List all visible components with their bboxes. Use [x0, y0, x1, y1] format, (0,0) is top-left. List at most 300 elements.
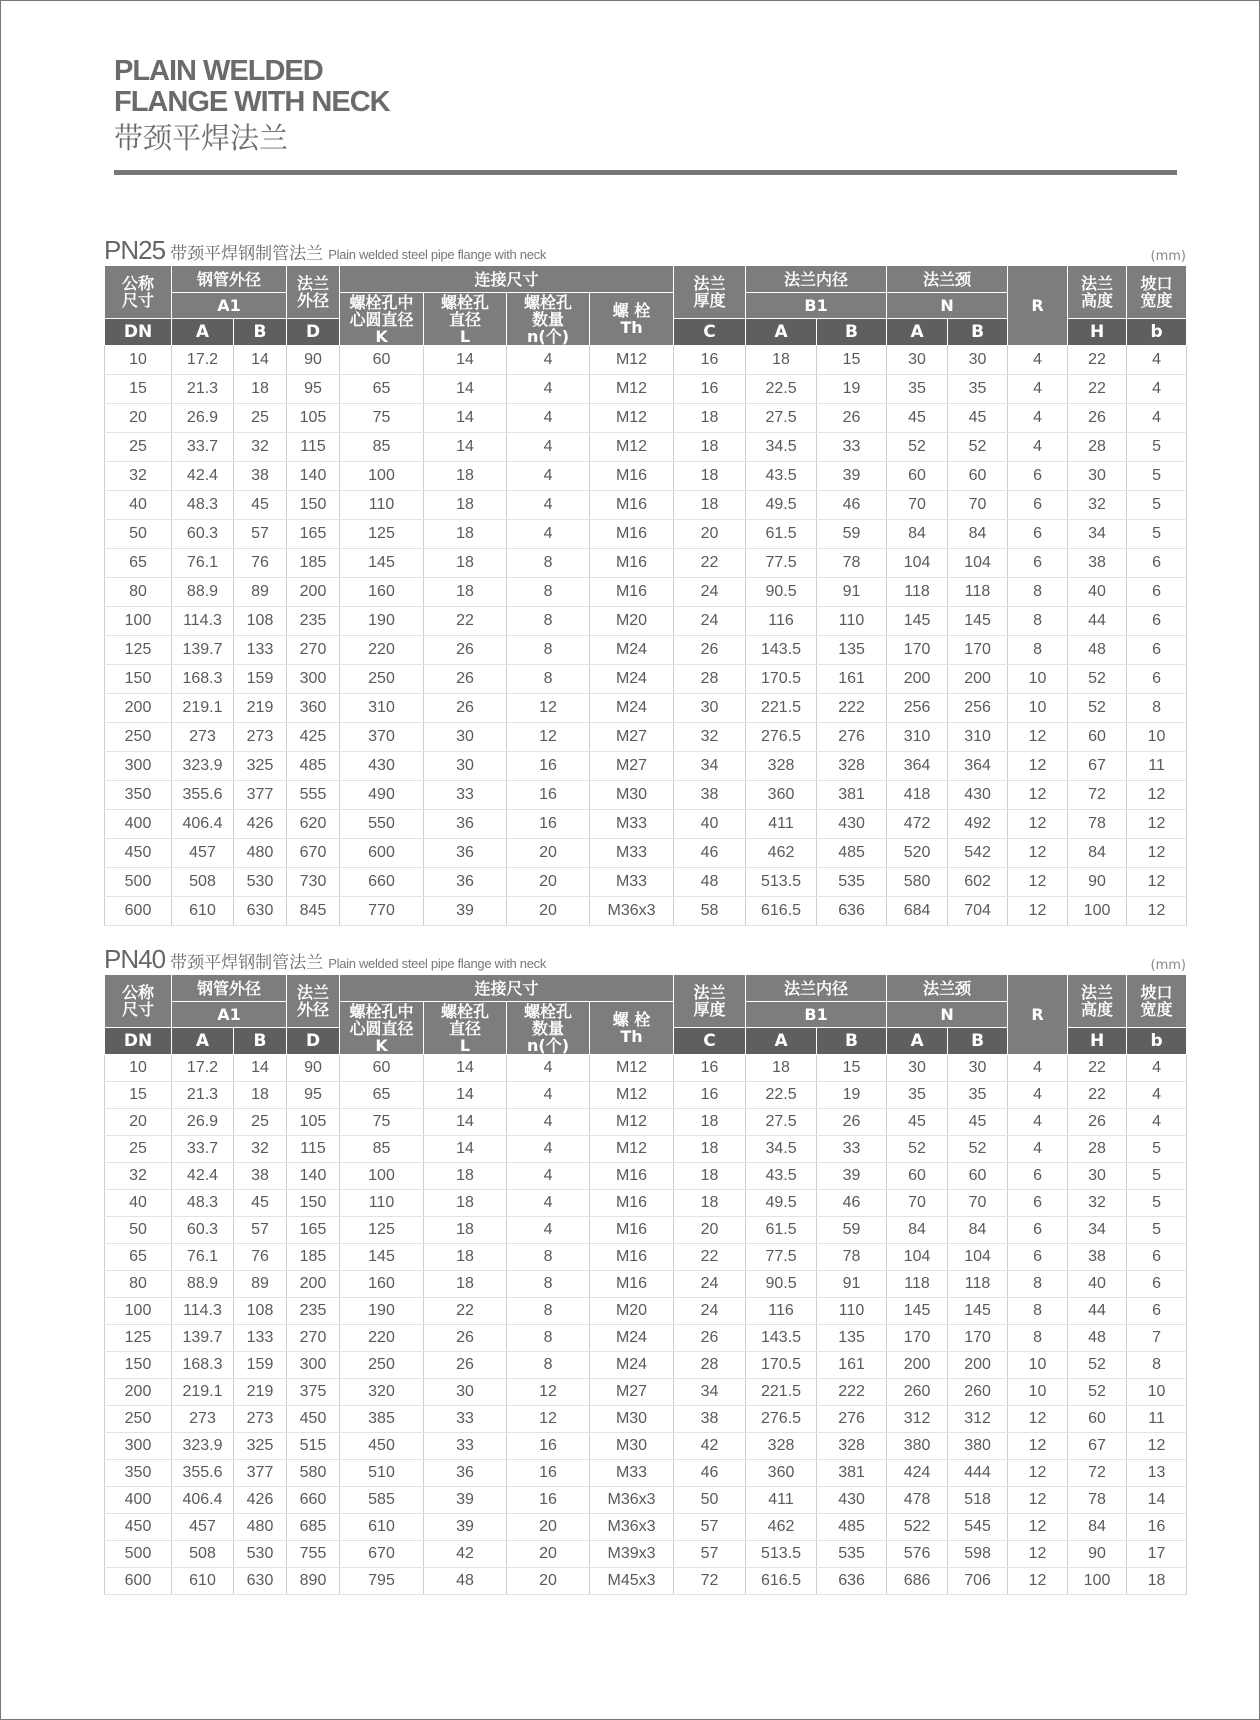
cell-th: M39x3 [590, 1541, 674, 1568]
cell-a1-b: 219 [234, 1379, 287, 1406]
cell-k: 430 [340, 752, 424, 781]
cell-a1-b: 480 [234, 1514, 287, 1541]
cell-k: 85 [340, 433, 424, 462]
cell-th: M12 [590, 433, 674, 462]
cell-l: 30 [424, 752, 507, 781]
cell-dn: 250 [105, 1406, 172, 1433]
cell-c: 22 [674, 549, 746, 578]
table-row [105, 839, 1187, 868]
cell-d: 845 [287, 897, 340, 926]
cell-b: 12 [1127, 1433, 1187, 1460]
cell-k: 220 [340, 636, 424, 665]
cell-a1-b: 480 [234, 839, 287, 868]
cell-r: 12 [1008, 1514, 1068, 1541]
th-key-a1-b: B [234, 319, 287, 346]
cell-a1-a: 323.9 [172, 752, 234, 781]
cell-n: 8 [507, 607, 590, 636]
cell-r: 8 [1008, 636, 1068, 665]
cell-b: 6 [1127, 607, 1187, 636]
cell-b1-b: 135 [817, 1325, 887, 1352]
table-row [105, 346, 1187, 375]
cell-l: 33 [424, 781, 507, 810]
cell-h: 30 [1068, 1163, 1127, 1190]
th-neck-code: N [887, 293, 1008, 319]
cell-k: 190 [340, 607, 424, 636]
cell-l: 14 [424, 1055, 507, 1082]
th-flange-od: 法兰 外径 [287, 975, 340, 1028]
cell-k: 670 [340, 1541, 424, 1568]
cell-k: 100 [340, 462, 424, 491]
cell-r: 12 [1008, 752, 1068, 781]
table-row [105, 549, 1187, 578]
cell-dn: 20 [105, 1109, 172, 1136]
cell-dn: 25 [105, 1136, 172, 1163]
cell-c: 26 [674, 1325, 746, 1352]
cell-a1-a: 457 [172, 839, 234, 868]
cell-n-a: 522 [887, 1514, 948, 1541]
table-row [105, 1487, 1187, 1514]
cell-th: M12 [590, 1136, 674, 1163]
cell-h: 40 [1068, 578, 1127, 607]
cell-h: 67 [1068, 1433, 1127, 1460]
cell-l: 14 [424, 404, 507, 433]
cell-a1-a: 26.9 [172, 404, 234, 433]
cell-dn: 300 [105, 752, 172, 781]
cell-r: 8 [1008, 578, 1068, 607]
cell-a1-a: 60.3 [172, 1217, 234, 1244]
cell-b: 12 [1127, 868, 1187, 897]
th-connection: 连接尺寸 [340, 975, 674, 1002]
cell-b: 5 [1127, 1136, 1187, 1163]
table-row [105, 607, 1187, 636]
cell-d: 165 [287, 1217, 340, 1244]
cell-a1-a: 273 [172, 1406, 234, 1433]
cell-b1-b: 78 [817, 1244, 887, 1271]
cell-k: 100 [340, 1163, 424, 1190]
cell-d: 685 [287, 1514, 340, 1541]
cell-h: 22 [1068, 346, 1127, 375]
cell-b1-b: 381 [817, 781, 887, 810]
th-key-dn: DN [105, 1028, 172, 1055]
cell-th: M12 [590, 1055, 674, 1082]
cell-b: 4 [1127, 1055, 1187, 1082]
table-row [105, 404, 1187, 433]
cell-a1-b: 325 [234, 752, 287, 781]
cell-n: 12 [507, 1406, 590, 1433]
cell-b1-b: 276 [817, 723, 887, 752]
th-bolt-circle: 螺栓孔中 心圆直径 K [340, 293, 424, 346]
cell-d: 235 [287, 1298, 340, 1325]
cell-dn: 10 [105, 346, 172, 375]
cell-n: 20 [507, 1541, 590, 1568]
cell-l: 18 [424, 1190, 507, 1217]
cell-a1-a: 323.9 [172, 1433, 234, 1460]
cell-r: 6 [1008, 1163, 1068, 1190]
cell-n-b: 430 [948, 781, 1008, 810]
cell-th: M30 [590, 1406, 674, 1433]
cell-h: 22 [1068, 1082, 1127, 1109]
cell-a1-b: 630 [234, 897, 287, 926]
cell-a1-b: 14 [234, 1055, 287, 1082]
cell-a1-b: 89 [234, 1271, 287, 1298]
cell-n-a: 364 [887, 752, 948, 781]
cell-b1-b: 59 [817, 1217, 887, 1244]
table-row [105, 1082, 1187, 1109]
cell-b: 4 [1127, 1082, 1187, 1109]
cell-b1-b: 39 [817, 1163, 887, 1190]
cell-d: 730 [287, 868, 340, 897]
cell-k: 125 [340, 520, 424, 549]
cell-n-a: 684 [887, 897, 948, 926]
cell-c: 34 [674, 752, 746, 781]
cell-n-a: 45 [887, 1109, 948, 1136]
cell-c: 16 [674, 1055, 746, 1082]
cell-dn: 125 [105, 636, 172, 665]
th-key-a1-a: A [172, 1028, 234, 1055]
cell-l: 14 [424, 1136, 507, 1163]
table-body [105, 1055, 1187, 1595]
cell-n-b: 492 [948, 810, 1008, 839]
cell-h: 34 [1068, 520, 1127, 549]
cell-b1-a: 34.5 [746, 433, 817, 462]
cell-r: 8 [1008, 1298, 1068, 1325]
cell-a1-b: 32 [234, 433, 287, 462]
cell-d: 140 [287, 462, 340, 491]
cell-th: M33 [590, 839, 674, 868]
cell-d: 555 [287, 781, 340, 810]
cell-n: 4 [507, 1190, 590, 1217]
cell-n: 4 [507, 1163, 590, 1190]
cell-l: 26 [424, 694, 507, 723]
cell-d: 90 [287, 346, 340, 375]
cell-d: 185 [287, 549, 340, 578]
table-row [105, 694, 1187, 723]
section-title-cn: 带颈平焊钢制管法兰 [170, 953, 324, 973]
cell-dn: 450 [105, 839, 172, 868]
cell-d: 755 [287, 1541, 340, 1568]
cell-d: 580 [287, 1460, 340, 1487]
cell-th: M12 [590, 404, 674, 433]
cell-n: 4 [507, 1082, 590, 1109]
cell-r: 12 [1008, 868, 1068, 897]
cell-r: 8 [1008, 1325, 1068, 1352]
cell-d: 670 [287, 839, 340, 868]
cell-n: 4 [507, 1055, 590, 1082]
cell-d: 360 [287, 694, 340, 723]
cell-d: 90 [287, 1055, 340, 1082]
table-row [105, 868, 1187, 897]
th-pipe-od: 钢管外径 [172, 975, 287, 1002]
cell-c: 18 [674, 1136, 746, 1163]
cell-n-b: 260 [948, 1379, 1008, 1406]
cell-d: 300 [287, 1352, 340, 1379]
cell-th: M16 [590, 578, 674, 607]
cell-b1-a: 221.5 [746, 694, 817, 723]
cell-b: 5 [1127, 520, 1187, 549]
cell-n-b: 60 [948, 462, 1008, 491]
pn40-section [104, 944, 1186, 1595]
cell-dn: 400 [105, 810, 172, 839]
cell-a1-a: 42.4 [172, 462, 234, 491]
cell-l: 18 [424, 1163, 507, 1190]
cell-l: 14 [424, 375, 507, 404]
cell-th: M16 [590, 549, 674, 578]
cell-dn: 600 [105, 897, 172, 926]
cell-n-b: 60 [948, 1163, 1008, 1190]
cell-b1-b: 110 [817, 607, 887, 636]
cell-n: 20 [507, 839, 590, 868]
cell-r: 12 [1008, 1487, 1068, 1514]
cell-d: 105 [287, 404, 340, 433]
table-body [105, 346, 1187, 926]
cell-b1-b: 91 [817, 578, 887, 607]
pn25-section [104, 235, 1186, 926]
cell-c: 20 [674, 520, 746, 549]
cell-a1-b: 45 [234, 491, 287, 520]
cell-b1-a: 43.5 [746, 1163, 817, 1190]
table-row [105, 1352, 1187, 1379]
cell-l: 48 [424, 1568, 507, 1595]
table-row [105, 1298, 1187, 1325]
cell-b1-a: 513.5 [746, 1541, 817, 1568]
cell-b1-b: 328 [817, 1433, 887, 1460]
cell-n-b: 104 [948, 549, 1008, 578]
cell-r: 4 [1008, 375, 1068, 404]
th-thickness: 法兰 厚度 [674, 975, 746, 1028]
table-row [105, 1271, 1187, 1298]
cell-n: 16 [507, 752, 590, 781]
cell-c: 18 [674, 1109, 746, 1136]
th-inner-dia-code: B1 [746, 293, 887, 319]
cell-a1-b: 159 [234, 1352, 287, 1379]
cell-b: 8 [1127, 1352, 1187, 1379]
th-key-h: H [1068, 1028, 1127, 1055]
cell-c: 18 [674, 462, 746, 491]
cell-n: 16 [507, 1460, 590, 1487]
cell-th: M30 [590, 781, 674, 810]
cell-a1-b: 219 [234, 694, 287, 723]
cell-b1-b: 381 [817, 1460, 887, 1487]
cell-b1-b: 135 [817, 636, 887, 665]
table-row [105, 433, 1187, 462]
cell-b1-a: 411 [746, 1487, 817, 1514]
cell-l: 18 [424, 491, 507, 520]
unit-label: (mm) [1150, 958, 1186, 973]
th-key-d: D [287, 1028, 340, 1055]
cell-b1-b: 535 [817, 1541, 887, 1568]
cell-b1-a: 61.5 [746, 1217, 817, 1244]
cell-n-b: 145 [948, 1298, 1008, 1325]
cell-d: 200 [287, 1271, 340, 1298]
th-pipe-od-code: A1 [172, 1002, 287, 1028]
cell-k: 160 [340, 578, 424, 607]
cell-dn: 10 [105, 1055, 172, 1082]
cell-n: 8 [507, 636, 590, 665]
cell-n-b: 602 [948, 868, 1008, 897]
spec-table [104, 265, 1187, 926]
table-row [105, 1379, 1187, 1406]
cell-d: 185 [287, 1244, 340, 1271]
cell-h: 38 [1068, 549, 1127, 578]
cell-h: 84 [1068, 839, 1127, 868]
cell-a1-b: 45 [234, 1190, 287, 1217]
cell-b1-b: 26 [817, 1109, 887, 1136]
cell-b1-b: 430 [817, 810, 887, 839]
cell-l: 30 [424, 723, 507, 752]
cell-b1-b: 46 [817, 1190, 887, 1217]
cell-l: 18 [424, 462, 507, 491]
th-nominal-size: 公称 尺寸 [105, 975, 172, 1028]
cell-c: 28 [674, 1352, 746, 1379]
cell-n-b: 706 [948, 1568, 1008, 1595]
cell-th: M20 [590, 1298, 674, 1325]
cell-n: 20 [507, 868, 590, 897]
cell-n-a: 45 [887, 404, 948, 433]
cell-th: M36x3 [590, 897, 674, 926]
cell-n-a: 686 [887, 1568, 948, 1595]
table-row [105, 1325, 1187, 1352]
cell-c: 38 [674, 781, 746, 810]
cell-n-b: 312 [948, 1406, 1008, 1433]
cell-h: 26 [1068, 404, 1127, 433]
cell-b: 4 [1127, 404, 1187, 433]
cell-n: 8 [507, 1325, 590, 1352]
cell-n-b: 542 [948, 839, 1008, 868]
cell-k: 220 [340, 1325, 424, 1352]
cell-b1-a: 462 [746, 1514, 817, 1541]
cell-dn: 100 [105, 607, 172, 636]
cell-b: 5 [1127, 433, 1187, 462]
cell-b: 11 [1127, 1406, 1187, 1433]
cell-k: 250 [340, 1352, 424, 1379]
cell-r: 12 [1008, 1433, 1068, 1460]
cell-a1-b: 108 [234, 607, 287, 636]
th-key-b: b [1127, 1028, 1187, 1055]
cell-dn: 15 [105, 1082, 172, 1109]
cell-b1-b: 19 [817, 375, 887, 404]
cell-a1-b: 14 [234, 346, 287, 375]
th-bevel: 坡口 宽度 [1127, 975, 1187, 1028]
cell-h: 67 [1068, 752, 1127, 781]
cell-a1-b: 273 [234, 723, 287, 752]
cell-c: 42 [674, 1433, 746, 1460]
cell-th: M16 [590, 1217, 674, 1244]
cell-a1-a: 114.3 [172, 1298, 234, 1325]
cell-b1-b: 328 [817, 752, 887, 781]
cell-n-b: 30 [948, 346, 1008, 375]
cell-k: 85 [340, 1136, 424, 1163]
cell-b1-a: 143.5 [746, 636, 817, 665]
th-bevel: 坡口 宽度 [1127, 266, 1187, 319]
cell-b1-b: 222 [817, 694, 887, 723]
table-row [105, 1460, 1187, 1487]
cell-n: 20 [507, 1568, 590, 1595]
th-key-c: C [674, 1028, 746, 1055]
section-title-cn: 带颈平焊钢制管法兰 [170, 244, 324, 264]
cell-c: 16 [674, 346, 746, 375]
cell-r: 6 [1008, 1244, 1068, 1271]
cell-th: M45x3 [590, 1568, 674, 1595]
cell-dn: 300 [105, 1433, 172, 1460]
cell-b: 11 [1127, 752, 1187, 781]
cell-b1-a: 360 [746, 781, 817, 810]
cell-th: M20 [590, 607, 674, 636]
cell-b1-a: 49.5 [746, 491, 817, 520]
cell-a1-b: 76 [234, 549, 287, 578]
cell-b: 14 [1127, 1487, 1187, 1514]
cell-l: 18 [424, 1217, 507, 1244]
cell-l: 14 [424, 1082, 507, 1109]
th-bolt-qty: 螺栓孔 数量 n(个) [507, 293, 590, 346]
cell-n-a: 418 [887, 781, 948, 810]
cell-b1-b: 636 [817, 897, 887, 926]
cell-n-a: 60 [887, 462, 948, 491]
cell-n-a: 145 [887, 1298, 948, 1325]
cell-c: 18 [674, 1190, 746, 1217]
cell-h: 28 [1068, 433, 1127, 462]
cell-r: 6 [1008, 1217, 1068, 1244]
cell-d: 165 [287, 520, 340, 549]
cell-a1-a: 457 [172, 1514, 234, 1541]
cell-n: 16 [507, 781, 590, 810]
cell-l: 18 [424, 1271, 507, 1298]
cell-n: 4 [507, 520, 590, 549]
th-key-h: H [1068, 319, 1127, 346]
cell-n: 4 [507, 433, 590, 462]
cell-r: 6 [1008, 462, 1068, 491]
cell-a1-a: 168.3 [172, 1352, 234, 1379]
cell-l: 22 [424, 1298, 507, 1325]
cell-b1-a: 22.5 [746, 1082, 817, 1109]
cell-k: 250 [340, 665, 424, 694]
cell-c: 24 [674, 1298, 746, 1325]
th-key-n-a: A [887, 1028, 948, 1055]
cell-h: 44 [1068, 607, 1127, 636]
cell-a1-a: 17.2 [172, 346, 234, 375]
cell-dn: 125 [105, 1325, 172, 1352]
cell-dn: 450 [105, 1514, 172, 1541]
cell-k: 490 [340, 781, 424, 810]
cell-n-a: 84 [887, 520, 948, 549]
cell-d: 300 [287, 665, 340, 694]
cell-d: 115 [287, 1136, 340, 1163]
cell-b1-b: 59 [817, 520, 887, 549]
cell-h: 60 [1068, 723, 1127, 752]
cell-a1-a: 168.3 [172, 665, 234, 694]
cell-dn: 40 [105, 491, 172, 520]
cell-r: 8 [1008, 1271, 1068, 1298]
cell-th: M24 [590, 694, 674, 723]
cell-b1-a: 61.5 [746, 520, 817, 549]
cell-th: M33 [590, 868, 674, 897]
th-key-b1-b: B [817, 1028, 887, 1055]
cell-th: M12 [590, 346, 674, 375]
cell-r: 6 [1008, 520, 1068, 549]
cell-a1-b: 530 [234, 868, 287, 897]
cell-a1-a: 355.6 [172, 781, 234, 810]
cell-c: 20 [674, 1217, 746, 1244]
cell-l: 36 [424, 1460, 507, 1487]
cell-n-a: 104 [887, 1244, 948, 1271]
table-row [105, 578, 1187, 607]
cell-a1-b: 159 [234, 665, 287, 694]
cell-b: 6 [1127, 1244, 1187, 1271]
cell-b1-b: 19 [817, 1082, 887, 1109]
cell-th: M16 [590, 520, 674, 549]
cell-n-a: 200 [887, 665, 948, 694]
cell-d: 95 [287, 375, 340, 404]
cell-a1-b: 25 [234, 404, 287, 433]
